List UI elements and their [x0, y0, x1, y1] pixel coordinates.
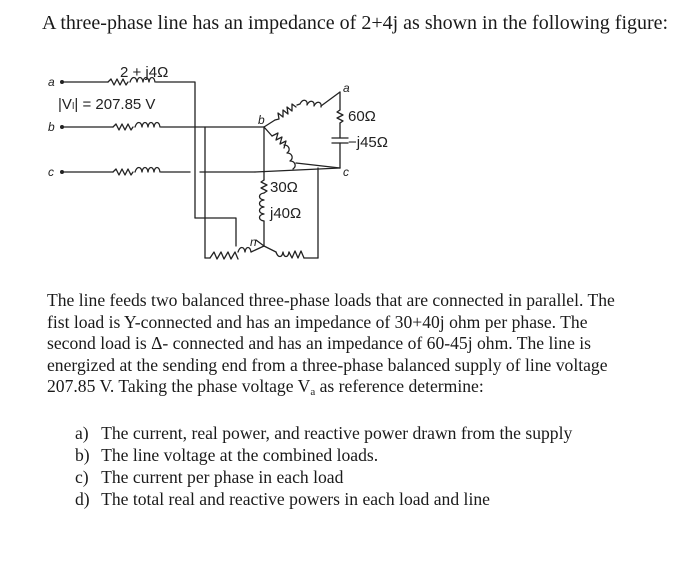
question-text: The current, real power, and reactive power drawn from the supply	[101, 423, 573, 443]
question-text: The current per phase in each load	[101, 467, 344, 487]
node-c-left-label: c	[48, 165, 54, 179]
wye-reactance-label: j40Ω	[270, 205, 302, 222]
delta-reactance-label: −j45Ω	[348, 134, 388, 151]
question-label: a)	[75, 423, 89, 443]
node-a-delta-label: a	[343, 81, 350, 95]
paragraph-line: second load is Δ- connected and has an impedance of 60-45j ohm. The line is	[47, 333, 592, 353]
node-c-delta-label: c	[343, 165, 349, 179]
line-c-wire	[62, 168, 255, 176]
paragraph-line: energized at the sending end from a three-phase balanced supply of line voltage	[47, 354, 608, 375]
problem-paragraph	[47, 290, 669, 404]
node-b-left-label: b	[48, 120, 55, 134]
question-label: b)	[75, 445, 90, 465]
node-n-label: n	[250, 235, 257, 249]
paragraph-line: The line feeds two balanced three-phase loads that are connected in parallel. The	[47, 290, 615, 310]
delta-load	[255, 92, 348, 172]
line-voltage-label: |Vₗ| = 207.85 V	[58, 96, 156, 113]
question-label: c)	[75, 467, 89, 487]
wye-resistance-label: 30Ω	[270, 179, 298, 196]
paragraph-line: fist load is Y-connected and has an impedance of 30+40j ohm per phase. The	[47, 311, 588, 332]
question-item	[75, 466, 572, 488]
delta-resistance-label: 60Ω	[348, 108, 376, 125]
question-text: The line voltage at the combined loads.	[101, 445, 379, 465]
question-item	[75, 444, 572, 466]
node-b-delta-label: b	[258, 113, 265, 127]
phase-subscript: a	[310, 386, 316, 398]
question-item	[75, 488, 572, 510]
intro-text: A three-phase line has an impedance of 2+4j as shown in the following figure:	[42, 12, 669, 34]
last-line-end: as reference determine:	[315, 376, 484, 396]
question-text: The total real and reactive powers in each load and line	[101, 489, 490, 509]
paragraph-line-last	[47, 376, 669, 404]
last-line-start: 207.85 V. Taking the phase voltage V	[47, 376, 311, 396]
question-list	[75, 422, 572, 510]
question-label: d)	[75, 489, 90, 509]
node-a-left-label: a	[48, 75, 55, 89]
line-impedance-label: 2 + j4Ω	[120, 64, 169, 81]
question-item	[75, 422, 572, 444]
line-b-wire	[62, 123, 264, 259]
